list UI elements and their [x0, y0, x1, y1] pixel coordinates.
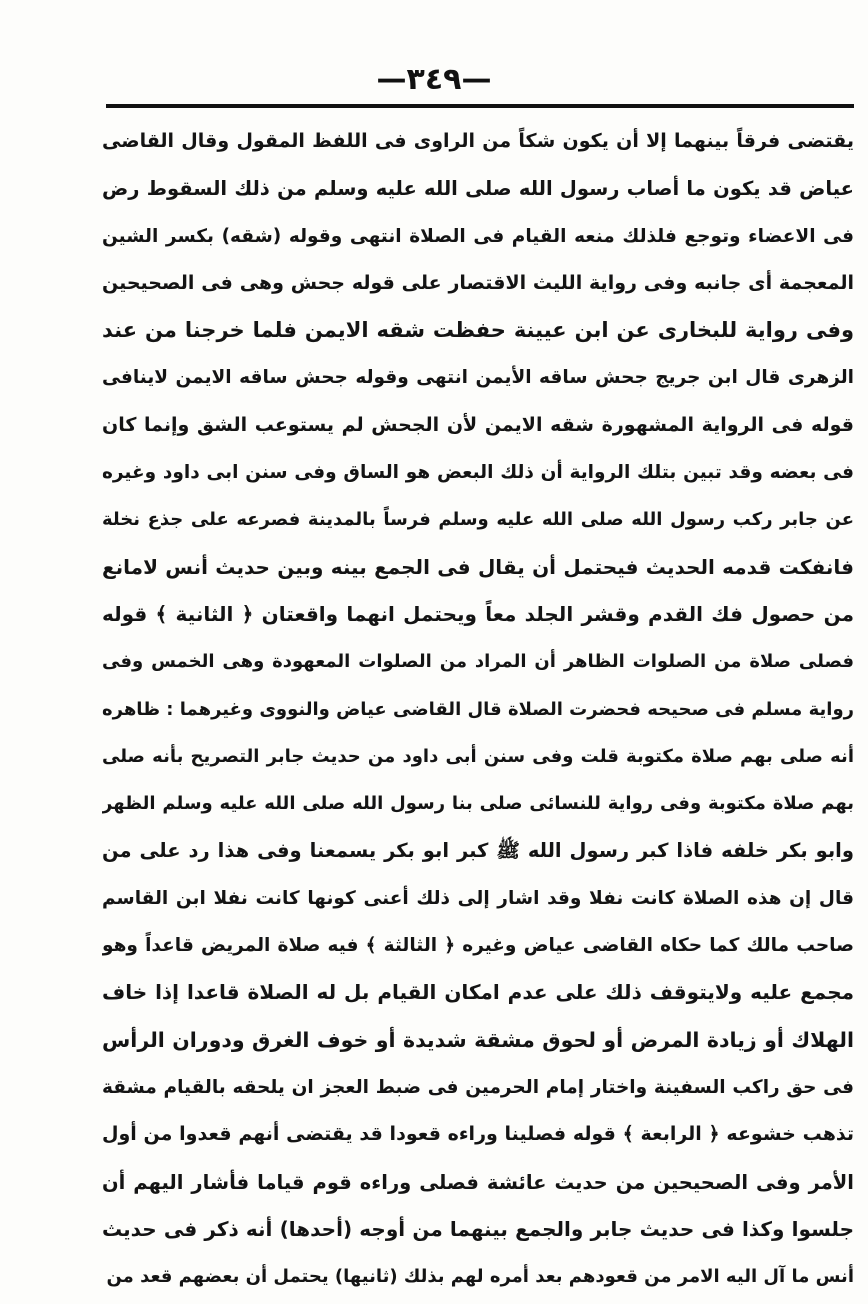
text-line: فانفكت قدمه الحديث فيحتمل أن يقال فى الجمع بينه وبين حديث أنس لامانع	[102, 554, 854, 579]
text-line: جلسوا وكذا فى حديث جابر والجمع بينهما من أوجه (أحدها) أنه ذكر فى حديث	[102, 1216, 854, 1241]
text-line: أنه صلى بهم صلاة مكتوبة قلت وفى سنن أبى داود من حديث جابر التصريح بأنه صلى	[102, 745, 854, 767]
text-line: أنس ما آل اليه الامر من قعودهم بعد أمره لهم بذلك (ثانيها) يحتمل أن بعضهم قعد من	[106, 1266, 854, 1288]
text-line: صاحب مالك كما حكاه القاضى عياض وغيره ﴿ الثالثة ﴾ فيه صلاة المريض قاعداً وهو	[102, 935, 854, 957]
text-line: فصلى صلاة من الصلوات الظاهر أن المراد من الصلوات المعهودة وهى الخمس وفى	[102, 651, 854, 673]
text-line: رواية مسلم فى صحيحه فحضرت الصلاة قال القاضى عياض والنووى وغيرهما : ظاهره	[102, 698, 854, 720]
text-line: بهم صلاة مكتوبة وفى رواية للنسائى صلى بنا رسول الله صلى الله عليه وسلم الظهر	[102, 793, 854, 815]
text-line: تذهب خشوعه ﴿ الرابعة ﴾ قوله فصلينا وراءه قعودا قد يقتضى أنهم قعدوا من أول	[102, 1123, 854, 1146]
text-line: قال إن هذه الصلاة كانت نفلا وقد اشار إلى ذلك أعنى كونها كانت نفلا ابن القاسم	[102, 887, 854, 909]
text-line: وابو بكر خلفه فاذا كبر رسول الله ﷺ كبر ابو بكر يسمعنا وفى هذا رد على من	[102, 839, 854, 863]
text-line: عن جابر ركب رسول الله صلى الله عليه وسلم فرساً بالمدينة فصرعه على جذع نخلة	[102, 509, 854, 531]
text-line: الأمر وفى الصحيحين من حديث عائشة فصلى وراءه قوم قياما فأشار اليهم أن	[102, 1170, 854, 1194]
text-line: قوله فى الرواية المشهورة شقه الايمن لأن الجحش لم يستوعب الشق وإنما كان	[102, 413, 854, 436]
text-line: المعجمة أى جانبه وفى رواية الليث الاقتصار على قوله جحش وهى فى الصحيحين	[102, 271, 854, 294]
text-line: يقتضى فرقاً بينهما إلا أن يكون شكاً من الراوى فى اللفظ المقول وقال القاضى	[102, 130, 854, 152]
text-line: فى بعضه وقد تبين بتلك الرواية أن ذلك البعض هو الساق وفى سنن ابى داود وغيره	[102, 462, 854, 484]
text-line: الهلاك أو زيادة المرض أو لحوق مشقة شديدة أو خوف الغرق ودوران الرأس	[102, 1027, 854, 1052]
body-text	[102, 118, 854, 1300]
text-line: فى حق راكب السفينة واختار إمام الحرمين فى ضبط العجز ان يلحقه بالقيام مشقة	[102, 1076, 854, 1098]
text-line: الزهرى قال ابن جريج جحش ساقه الأيمن انتهى وقوله جحش ساقه الايمن لاينافى	[102, 367, 854, 389]
text-line: من حصول فك القدم وقشر الجلد معاً ويحتمل انهما واقعتان ﴿ الثانية ﴾ قوله	[102, 601, 854, 626]
text-line: مجمع عليه ولايتوقف ذلك على عدم امكان القيام بل له الصلاة قاعدا إذا خاف	[102, 980, 854, 1005]
header-divider	[106, 104, 854, 108]
text-line: وفى رواية للبخارى عن ابن عيينة حفظت شقه الايمن فلما خرجنا من عند	[102, 318, 854, 343]
text-line: عياض قد يكون ما أصاب رسول الله صلى الله عليه وسلم من ذلك السقوط رض	[102, 177, 854, 201]
text-line: فى الاعضاء وتوجع فلذلك منعه القيام فى الصلاة انتهى وقوله (شقه) بكسر الشين	[102, 225, 854, 247]
page-number: —٣٤٩—	[376, 62, 492, 97]
